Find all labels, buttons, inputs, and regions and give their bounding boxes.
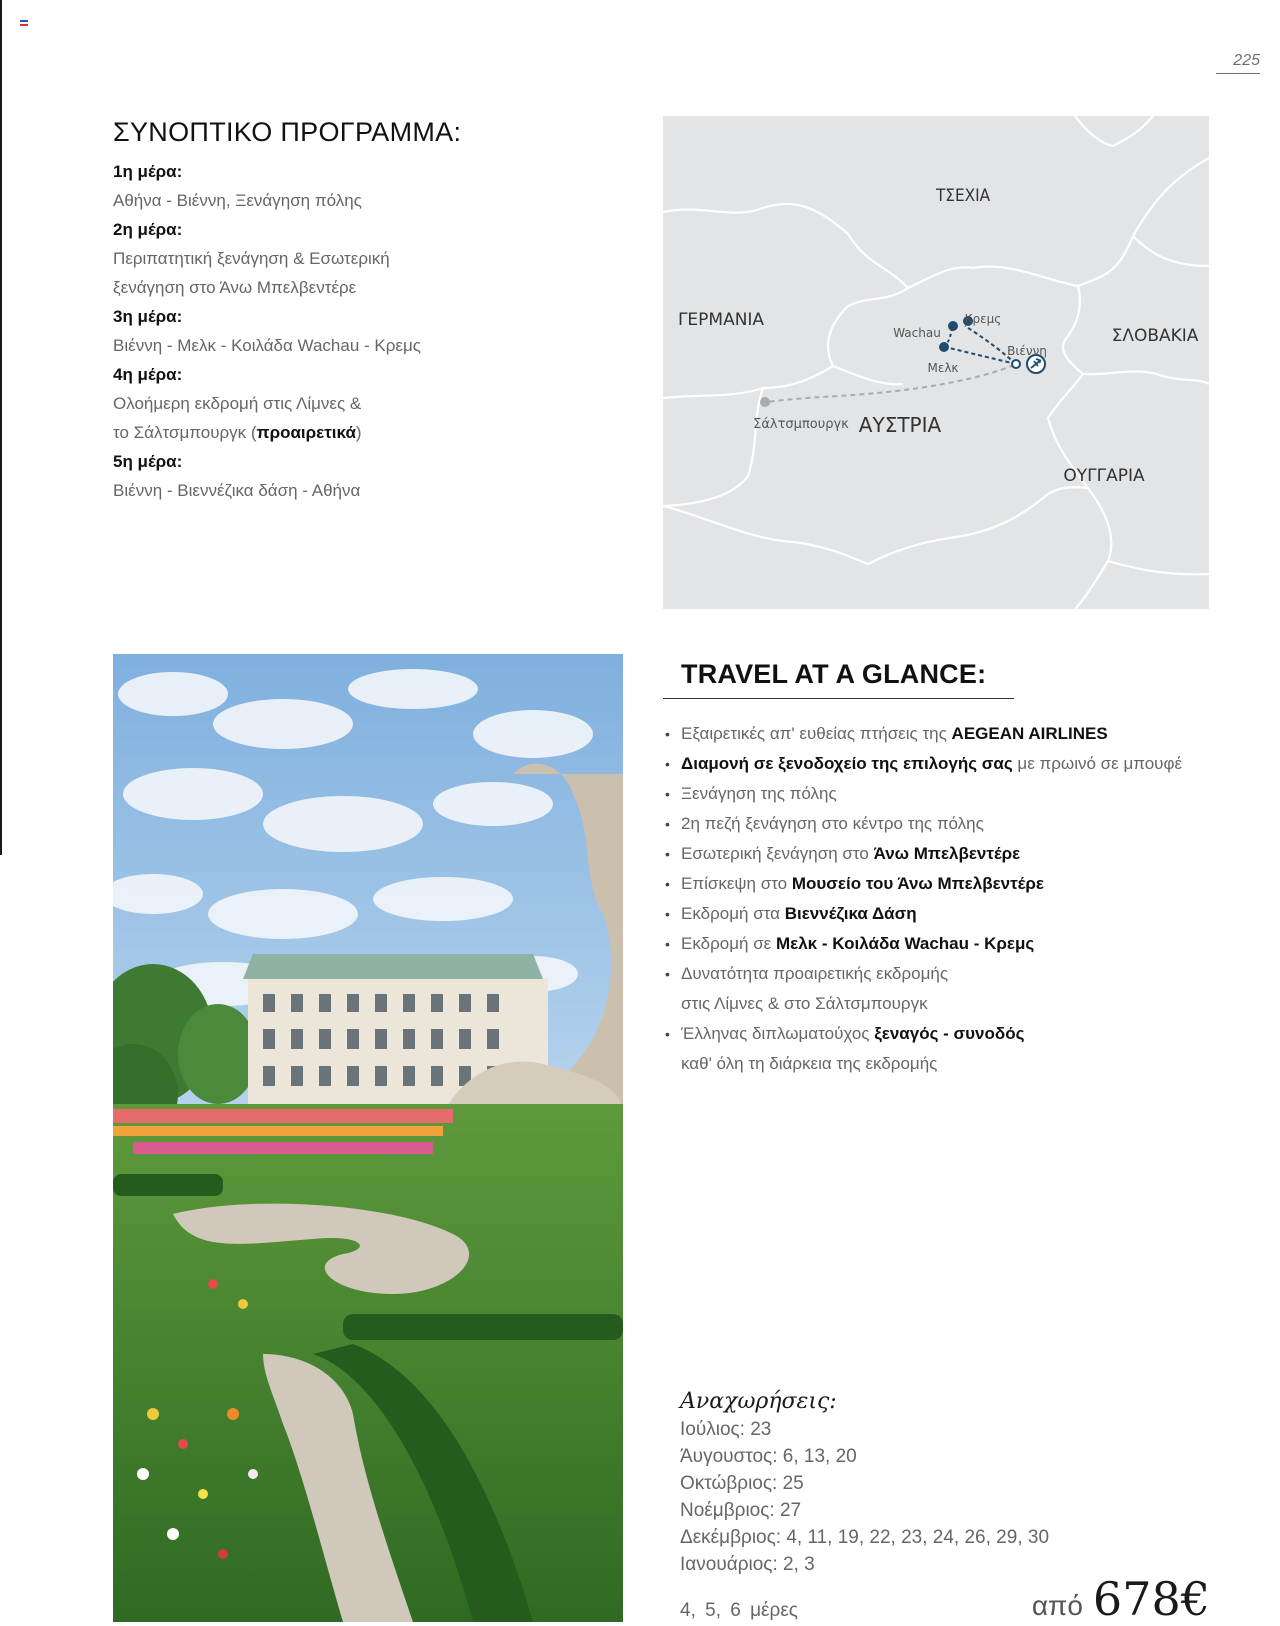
travel-at-a-glance [663, 655, 1223, 1079]
day-1 [113, 158, 533, 216]
flower-beds [113, 1109, 453, 1154]
city-label-vienna: Βιέννη [1007, 344, 1047, 358]
item-text: Έλληνας διπλωματούχος [681, 1024, 875, 1043]
border-line [663, 158, 1209, 288]
optional-bold: προαιρετικά [256, 423, 356, 442]
summary-program [113, 117, 533, 506]
item-bold: Διαμονή σε ξενοδοχείο της επιλογής σας [681, 754, 1013, 773]
item-text: Εκδρομή στα [681, 904, 785, 923]
day-4 [113, 361, 533, 448]
glance-title: TRAVEL AT A GLANCE: [663, 655, 1014, 699]
price-value: 678€ [1092, 1572, 1210, 1626]
city-label-salzburg: Σάλτσμπουργκ [753, 417, 849, 432]
border-line [1063, 286, 1083, 374]
page-number: 225 [1216, 52, 1260, 74]
departure-row: Ιούλιος: 23 [680, 1419, 772, 1440]
day-text-part: το Σάλτσμπουργκ ( [113, 423, 257, 442]
day-5 [113, 448, 533, 506]
list-item [663, 719, 1223, 749]
item-text: Δυνατότητα προαιρετικής εκδρομής [681, 964, 949, 983]
vienna-point [1012, 360, 1020, 368]
price [1032, 1572, 1210, 1626]
list-item [663, 749, 1223, 779]
day-text [113, 423, 362, 442]
departure-row: Οκτώβριος: 25 [680, 1473, 804, 1494]
day-label: 3η μέρα: [113, 307, 183, 326]
departure-row: Άυγουστος: 6, 13, 20 [680, 1446, 857, 1467]
departure-row: Δεκέμβριος: 4, 11, 19, 22, 23, 24, 26, 29, 30 [680, 1527, 1050, 1548]
glance-list [663, 719, 1223, 1079]
country-label-austria: ΑΥΣΤΡΙΑ [858, 413, 942, 437]
day-label: 5η μέρα: [113, 452, 183, 471]
day-2 [113, 216, 533, 303]
salzburg-point [760, 397, 770, 407]
item-text: Εσωτερική ξενάγηση στο [681, 844, 874, 863]
day-label: 1η μέρα: [113, 162, 183, 181]
country-label-germany: ΓΕΡΜΑΝΙΑ [677, 310, 765, 330]
item-bold: Άνω Μπελβεντέρε [873, 844, 1021, 863]
price-prefix: από [1031, 1590, 1083, 1621]
list-item [663, 839, 1223, 869]
item-continuation: καθ' όλη τη διάρκεια της εκδρομής [681, 1054, 938, 1073]
border-line [1083, 371, 1209, 384]
list-item [663, 1019, 1223, 1079]
border-line [1075, 116, 1153, 146]
route-map [663, 116, 1209, 609]
border-line [1133, 236, 1209, 266]
departure-row: Ιανουάριος: 2, 3 [680, 1554, 815, 1575]
summary-title: ΣΥΝΟΠΤΙΚΟ ΠΡΟΓΡΑΜΜΑ: [113, 117, 462, 147]
item-text: Επίσκεψη στο [681, 874, 792, 893]
item-bold: ξεναγός - συνοδός [874, 1024, 1025, 1043]
item-continuation: στις Λίμνες & στο Σάλτσμπουργκ [681, 994, 928, 1013]
city-label-krems: Κρεμς [964, 312, 1002, 326]
list-item [663, 809, 1223, 839]
item-bold: Μελκ - Κοιλάδα Wachau - Κρεμς [776, 934, 1035, 953]
item-text: Εξαιρετικές απ' ευθείας πτήσεις της [681, 724, 952, 743]
item-text: 2η πεζή ξενάγηση στο κέντρο της πόλης [681, 814, 984, 833]
flag-icon [20, 20, 28, 26]
day-label: 4η μέρα: [113, 365, 183, 384]
border-line [1048, 374, 1111, 609]
border-line [663, 288, 908, 398]
item-bold: Μουσείο του Άνω Μπελβεντέρε [791, 874, 1044, 893]
page-edge-line [0, 0, 2, 855]
list-item [663, 779, 1223, 809]
departure-row: Νοέμβριος: 27 [680, 1500, 802, 1521]
day-text: Ολοήμερη εκδρομή στις Λίμνες & [113, 394, 362, 413]
list-item [663, 959, 1223, 1019]
city-label-melk: Μελκ [927, 361, 959, 375]
trip-duration: 4, 5, 6 μέρες [680, 1600, 798, 1621]
country-label-slovakia: ΣΛΟΒΑΚΙΑ [1111, 326, 1199, 346]
day-text: ξενάγηση στο Άνω Μπελβεντέρε [113, 278, 357, 297]
day-text: Βιέννη - Βιεννέζικα δάση - Αθήνα [113, 481, 361, 500]
day-text: Βιέννη - Μελκ - Κοιλάδα Wachau - Κρεμς [113, 336, 421, 355]
item-text: με πρωινό σε μπουφέ [1012, 754, 1183, 773]
item-bold: AEGEAN AIRLINES [951, 724, 1108, 743]
border-line [1108, 561, 1209, 574]
day-text-part: ) [355, 423, 362, 442]
list-item [663, 929, 1223, 959]
day-3 [113, 303, 533, 361]
item-text: Εκδρομή σε [681, 934, 776, 953]
border-line [833, 366, 903, 384]
wachau-point [948, 321, 958, 331]
day-text: Αθήνα - Βιέννη, Ξενάγηση πόλης [113, 191, 362, 210]
country-label-czechia: ΤΣΕΧΙΑ [935, 186, 991, 206]
city-label-wachau: Wachau [893, 326, 941, 340]
day-text: Περιπατητική ξενάγηση & Εσωτερική [113, 249, 390, 268]
item-bold: Βιεννέζικα Δάση [784, 904, 917, 923]
melk-point [939, 342, 949, 352]
salzburg-garden-photo [113, 654, 623, 1622]
departures-title: Αναχωρήσεις: [680, 1389, 837, 1414]
border-line [663, 388, 763, 506]
country-label-hungary: ΟΥΓΓΑΡΙΑ [1063, 466, 1145, 486]
list-item [663, 869, 1223, 899]
list-item [663, 899, 1223, 929]
departures [680, 1389, 1100, 1578]
item-text: Ξενάγηση της πόλης [681, 784, 837, 803]
border-line [663, 487, 1088, 564]
day-label: 2η μέρα: [113, 220, 183, 239]
